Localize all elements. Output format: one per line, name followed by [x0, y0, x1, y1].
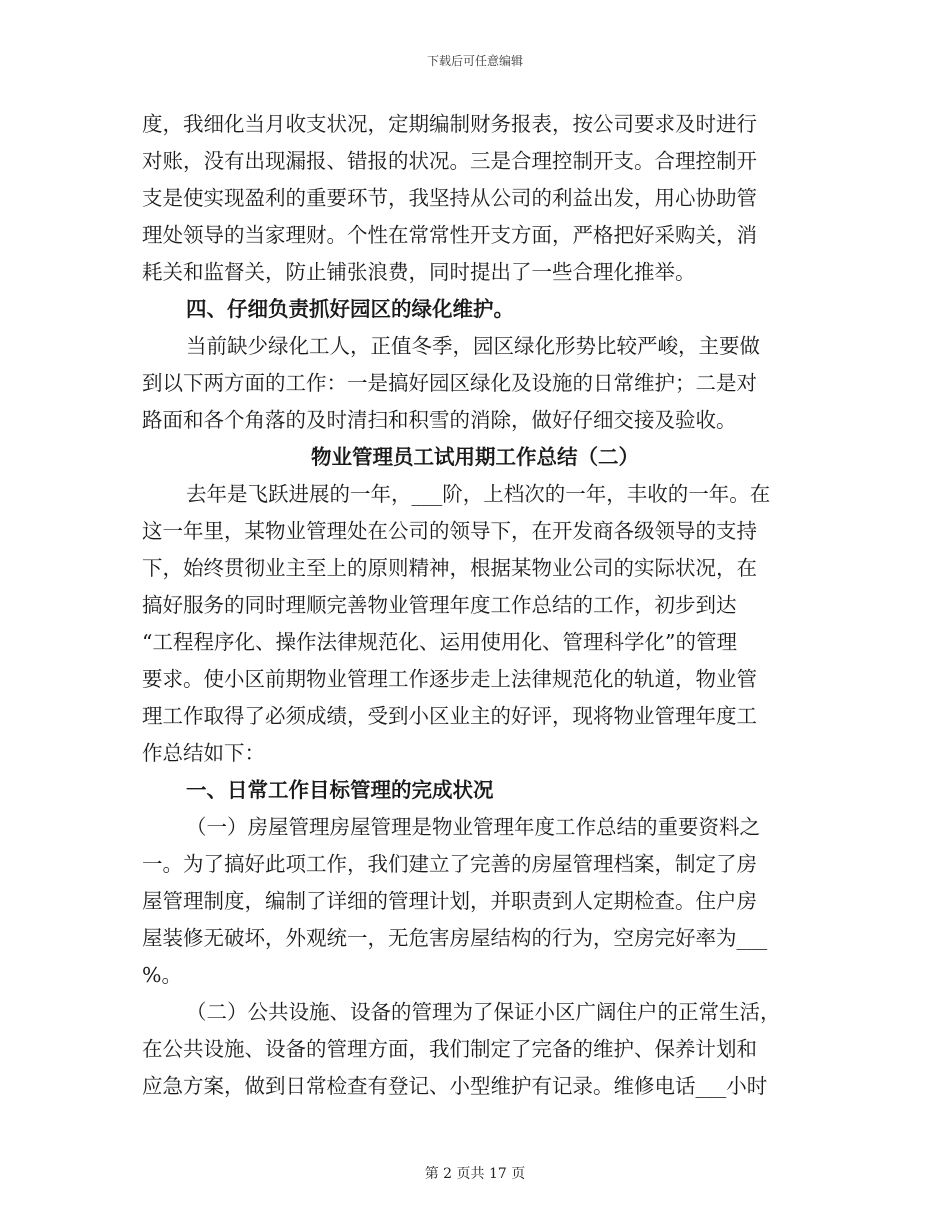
body-line: 度，我细化当月收支状况，定期编制财务报表，按公司要求及时进行 — [142, 112, 757, 136]
body-line: 屋装修无破坏，外观统一，无危害房屋结构的行为，空房完好率为___ — [142, 926, 768, 950]
document-body — [142, 106, 808, 1105]
body-line: 下，始终贯彻业主至上的原则精神，根据某物业公司的实际状况，在 — [142, 556, 757, 580]
body-line: 这一年里，某物业管理处在公司的领导下，在开发商各级领导的支持 — [142, 519, 757, 543]
document-title: 物业管理员工试用期工作总结（二） — [311, 445, 639, 469]
body-line: 作总结如下： — [142, 741, 265, 765]
body-line: 对账，没有出现漏报、错报的状况。三是合理控制开支。合理控制开 — [142, 149, 757, 173]
body-line: 理工作取得了必须成绩，受到小区业主的好评，现将物业管理年度工 — [142, 704, 757, 728]
body-line: 到以下两方面的工作：一是搞好园区绿化及设施的日常维护；二是对 — [142, 371, 757, 395]
body-line: 去年是飞跃进展的一年，___阶，上档次的一年，丰收的一年。在 — [186, 482, 771, 506]
body-line: （一）房屋管理房屋管理是物业管理年度工作总结的重要资料之 — [186, 815, 760, 839]
body-line: 应急方案，做到日常检查有登记、小型维护有记录。维修电话___小时 — [142, 1074, 768, 1098]
body-line: “工程程序化、操作法律规范化、运用使用化、管理科学化”的管理 — [142, 630, 737, 654]
body-line: %。 — [142, 963, 182, 987]
body-line: 要求。使小区前期物业管理工作逐步走上法律规范化的轨道，物业管 — [142, 667, 757, 691]
section-heading-1: 一、日常工作目标管理的完成状况 — [186, 778, 494, 802]
body-line: 路面和各个角落的及时清扫和积雪的消除，做好仔细交接及验收。 — [142, 408, 737, 432]
body-line: 理处领导的当家理财。个性在常常性开支方面，严格把好采购关，消 — [142, 223, 757, 247]
page-header: 下载后可任意编辑 — [426, 54, 523, 68]
body-line: （二）公共设施、设备的管理为了保证小区广阔住户的正常生活， — [186, 1000, 781, 1024]
body-line: 搞好服务的同时理顺完善物业管理年度工作总结的工作，初步到达 — [142, 593, 737, 617]
body-line: 屋管理制度，编制了详细的管理计划，并职责到人定期检查。住户房 — [142, 889, 757, 913]
body-line: 一。为了搞好此项工作，我们建立了完善的房屋管理档案，制定了房 — [142, 852, 757, 876]
body-line: 支是使实现盈利的重要环节，我坚持从公司的利益出发，用心协助管 — [142, 186, 757, 210]
body-line: 耗关和监督关，防止铺张浪费，同时提出了一些合理化推举。 — [142, 260, 696, 284]
body-line: 在公共设施、设备的管理方面，我们制定了完备的维护、保养计划和 — [142, 1037, 757, 1061]
page-footer: 第 2 页共 17 页 — [424, 1166, 526, 1182]
section-heading-4: 四、仔细负责抓好园区的绿化维护。 — [186, 297, 514, 321]
body-line: 当前缺少绿化工人，正值冬季，园区绿化形势比较严峻，主要做 — [186, 334, 760, 358]
